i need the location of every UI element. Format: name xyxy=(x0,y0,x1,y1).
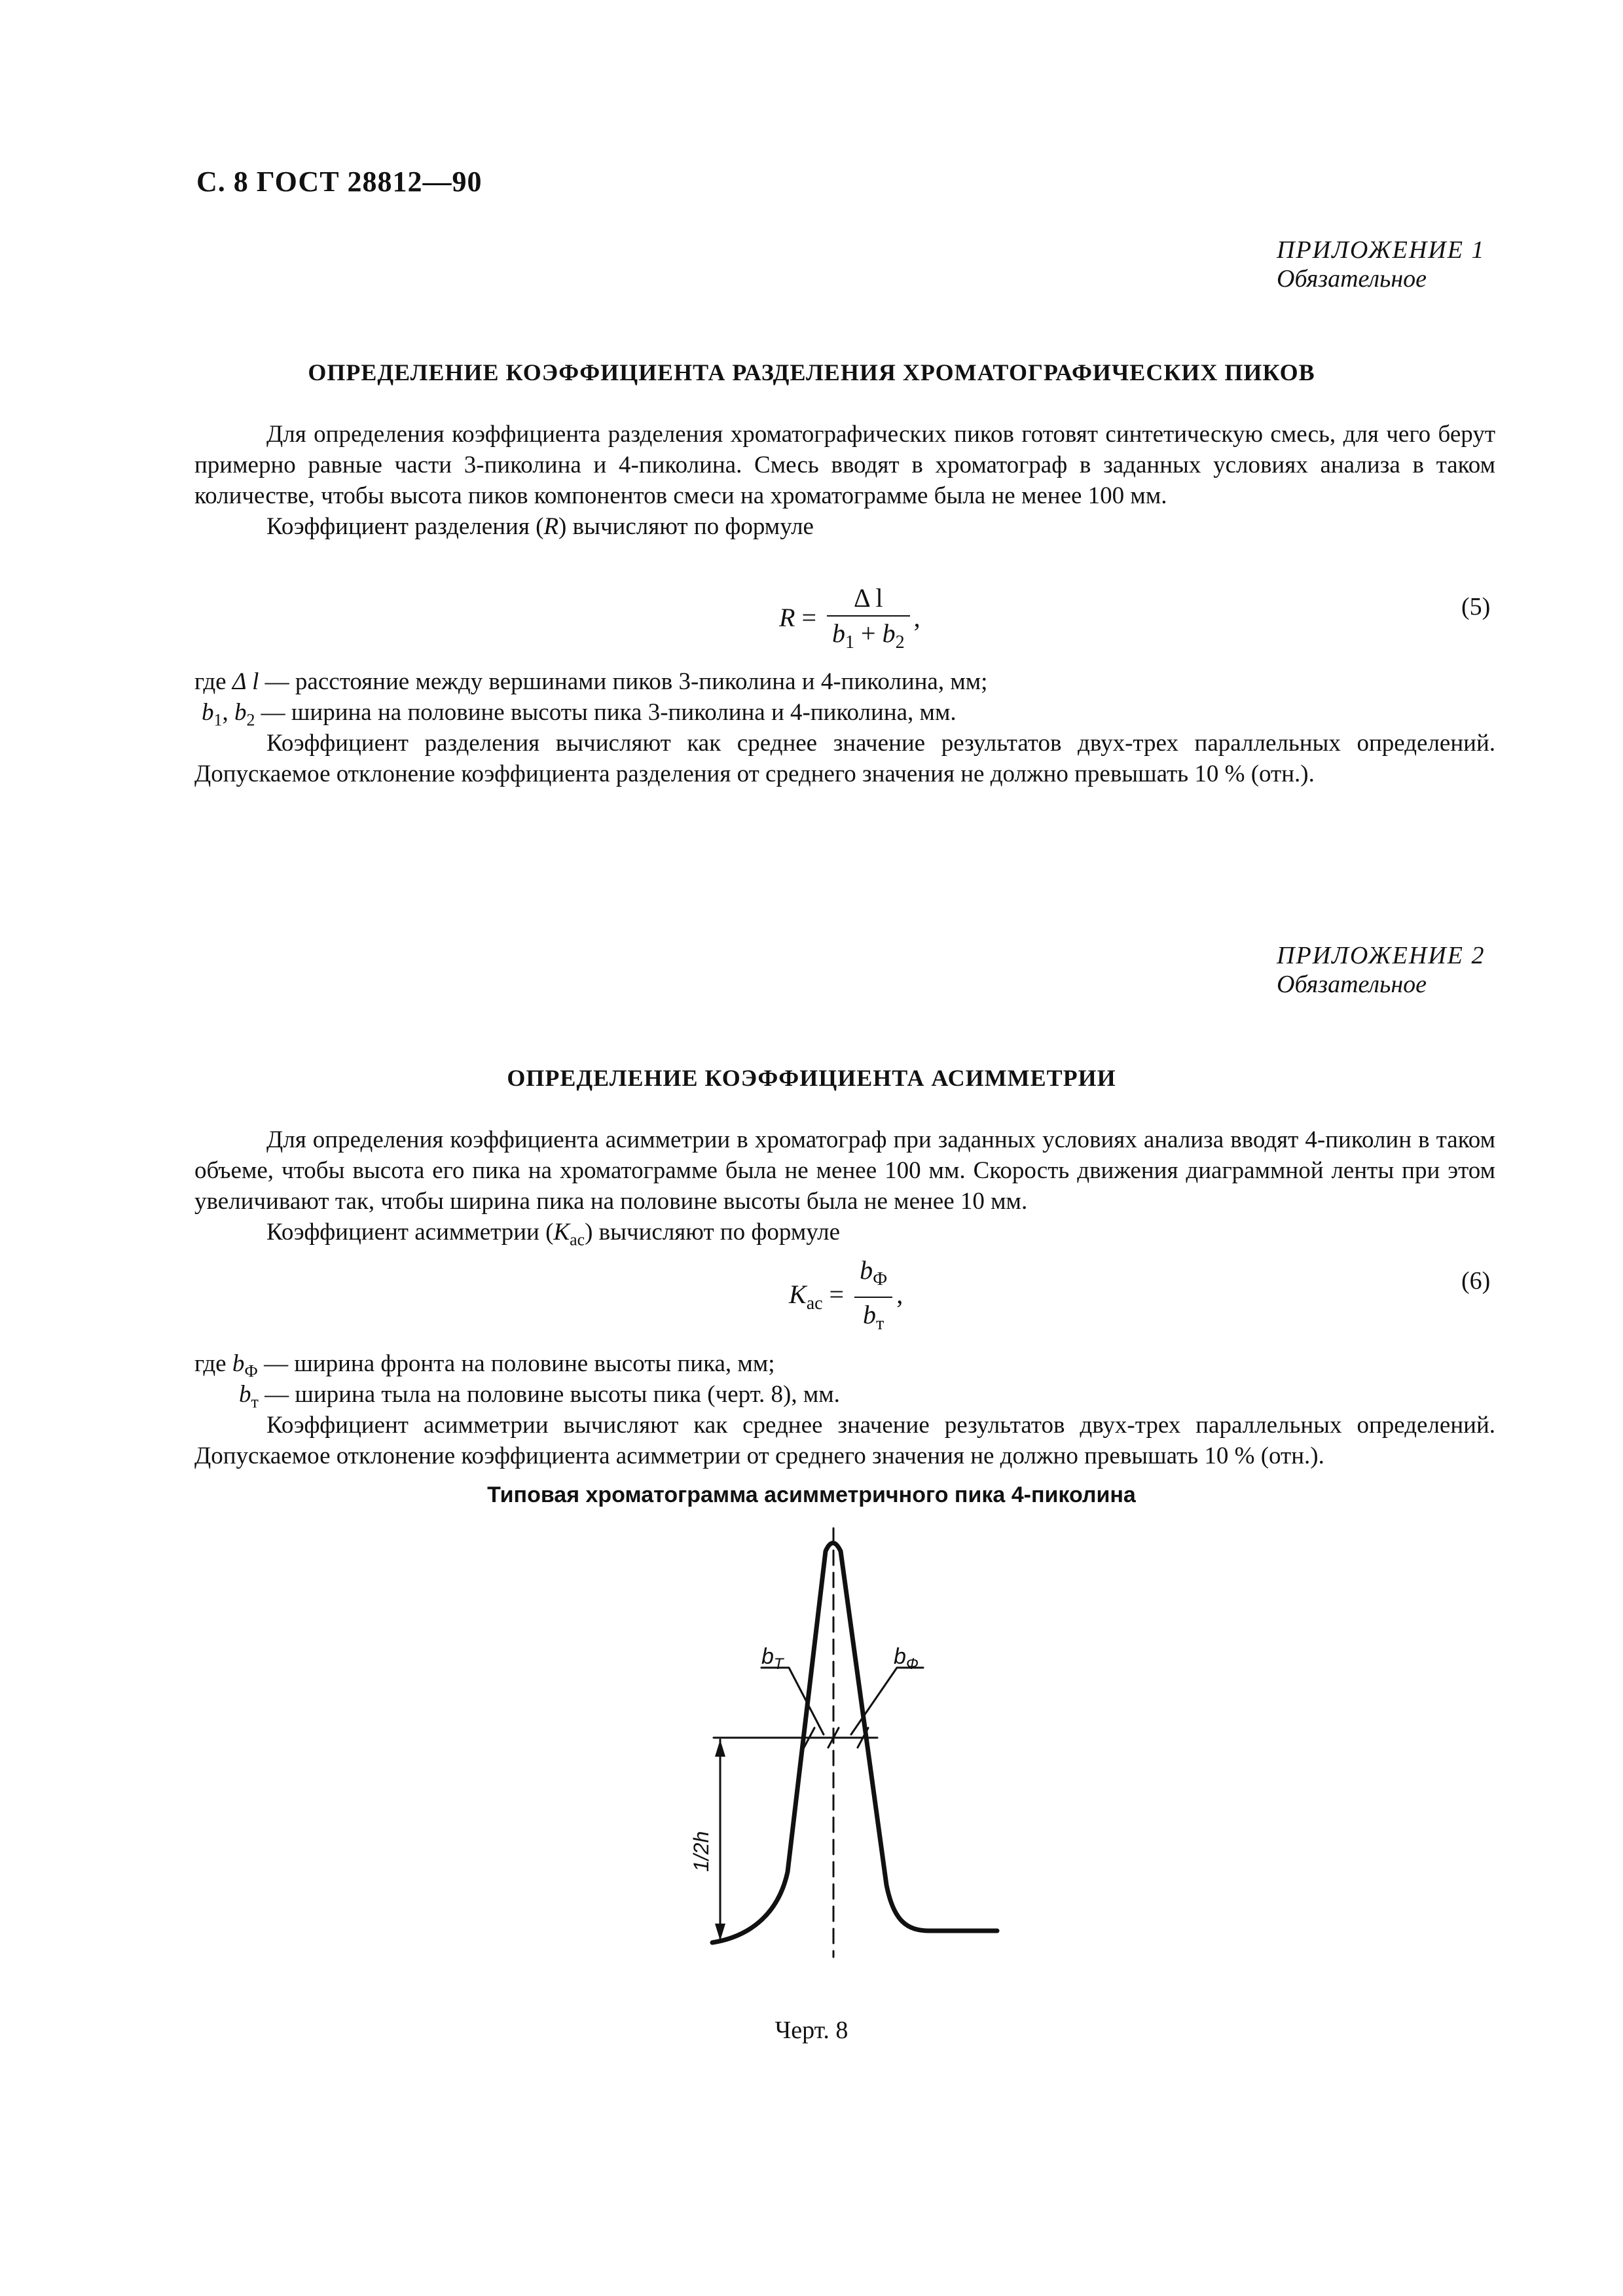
leader-bt xyxy=(761,1668,824,1734)
appendix2-title: ОПРЕДЕЛЕНИЕ КОЭФФИЦИЕНТА АСИММЕТРИИ xyxy=(507,1065,1116,1091)
label-bt: $b_Т$ xyxy=(761,1644,784,1673)
formula-6-numerator: $b_Ф$ xyxy=(854,1253,892,1298)
appendix1-final-paragraph: Коэффициент разделения вычисляют как среднее значение результатов двух-трех параллельных определений. Допускаемое отклонение коэффициента разделения от среднего значения не должно превышать 10 % (отн.). xyxy=(194,730,1495,787)
arrow-top xyxy=(715,1740,725,1757)
where-bf: где $b_Ф$ — ширина фронта на половине высоты пика, мм; xyxy=(194,1350,775,1381)
formula-5-denominator: $b_1 + b_2$ xyxy=(832,619,905,653)
equation-number-5: (5) xyxy=(1461,593,1491,620)
appendix2-final-paragraph: Коэффициент асимметрии вычисляют как среднее значение результатов двух-трех параллельных определений. Допускаемое отклонение коэффициента асимметрии от среднего значения не должно превышать 10 % (отн.). xyxy=(194,1412,1495,1469)
figure-number: Черт. 8 xyxy=(775,2017,848,2044)
appendix2-label: ПРИЛОЖЕНИЕ 2 xyxy=(1277,942,1486,969)
equation-number-6: (6) xyxy=(1461,1267,1491,1295)
label-bf: $b_Ф$ xyxy=(894,1644,919,1673)
label-half-height: 1/2h xyxy=(689,1831,713,1872)
formula-5: R = $\frac{\text{Δ l}}{b_1 + b_2}$ , xyxy=(779,581,921,660)
appendix1-label: ПРИЛОЖЕНИЕ 1 xyxy=(1277,236,1486,264)
where-bt: $b_т$ — ширина тыла на половине высоты пика (черт. 8), мм. xyxy=(239,1381,840,1412)
formula-5-numerator: Δ l xyxy=(827,581,910,617)
where-delta-l: где Δ l — расстояние между вершинами пиков 3-пиколина и 4-пиколина, мм; xyxy=(194,668,988,695)
figure-caption: Типовая хроматограмма асимметричного пика 4-пиколина xyxy=(487,1482,1136,1507)
appendix2-status: Обязательное xyxy=(1277,971,1427,998)
appendix1-title: ОПРЕДЕЛЕНИЕ КОЭФФИЦИЕНТА РАЗДЕЛЕНИЯ ХРОМАТОГРАФИЧЕСКИХ ПИКОВ xyxy=(308,359,1315,386)
appendix2-formula-intro: Коэффициент асимметрии $(K_{ас})$ вычисляют по формуле xyxy=(266,1219,841,1249)
where-b1-b2: $b_1$, $b_2$ — ширина на половине высоты пика 3-пиколина и 4-пиколина, мм. xyxy=(202,699,957,730)
appendix1-formula-intro: Коэффициент разделения (R) вычисляют по формуле xyxy=(266,513,814,540)
appendix1-paragraph: Для определения коэффициента разделения хроматографических пиков готовят синтетическую смесь, для чего берут примерно равные части 3-пиколина и 4-пиколина. Смесь вводят в хроматограф в заданных условиях анализа в таком количестве, чтобы высота пиков компонентов смеси на хроматограмме была не менее 100 мм. xyxy=(194,421,1495,509)
peak-curve xyxy=(712,1543,997,1943)
running-title: С. 8 ГОСТ 28812—90 xyxy=(196,166,483,198)
formula-6-denominator: $b_т$ xyxy=(863,1300,884,1334)
formula-6: $K_{ас}$ = $\frac{b_Ф}{b_т}$ , xyxy=(789,1253,903,1341)
appendix1-status: Обязательное xyxy=(1277,265,1427,293)
appendix2-paragraph: Для определения коэффициента асимметрии в хроматограф при заданных условиях анализа вводят 4-пиколин в таком объеме, чтобы высота его пика на хроматограмме была не менее 100 мм. Скорость движения диаграммной ленты при этом увеличивают так, чтобы ширина пика на половине высоты была не менее 10 мм. xyxy=(194,1126,1495,1215)
